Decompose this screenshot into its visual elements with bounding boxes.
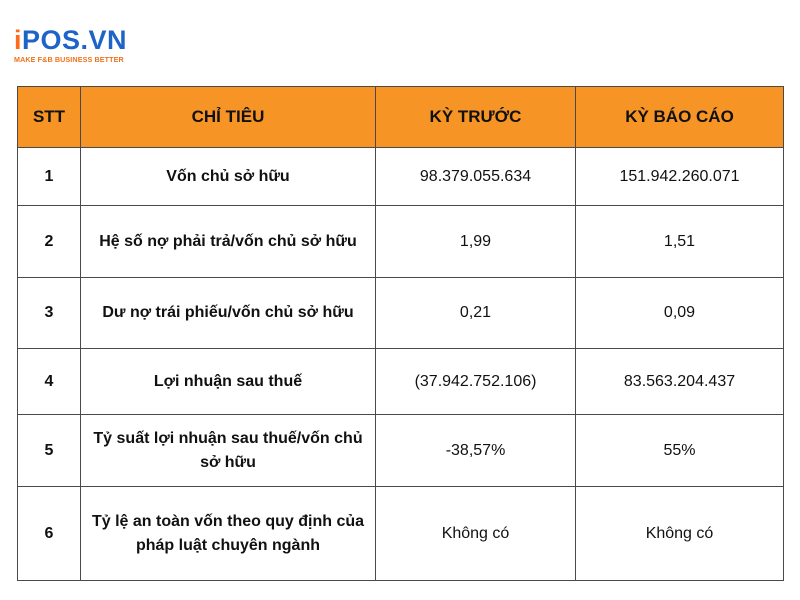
- row-indicator: Hệ số nợ phải trả/vốn chủ sở hữu: [81, 206, 376, 278]
- row-indicator: Vốn chủ sở hữu: [81, 148, 376, 206]
- ipos-logo: [14, 26, 127, 64]
- row-indicator: Tỷ suất lợi nhuận sau thuế/vốn chủ sở hữu: [81, 415, 376, 487]
- row-indicator: Tỷ lệ an toàn vốn theo quy định của pháp luật chuyên ngành: [81, 487, 376, 581]
- table-row: [18, 148, 784, 206]
- row-indicator: Lợi nhuận sau thuế: [81, 349, 376, 415]
- table-row: [18, 278, 784, 349]
- row-previous-value: (37.942.752.106): [376, 349, 576, 415]
- table-row: [18, 415, 784, 487]
- row-previous-value: 0,21: [376, 278, 576, 349]
- row-previous-value: 1,99: [376, 206, 576, 278]
- row-report-value: 1,51: [576, 206, 784, 278]
- row-report-value: 55%: [576, 415, 784, 487]
- header-previous-period: KỲ TRƯỚC: [376, 87, 576, 148]
- row-stt: 5: [18, 415, 81, 487]
- header-reporting-period: KỲ BÁO CÁO: [576, 87, 784, 148]
- logo-tagline: MAKE F&B BUSINESS BETTER: [14, 55, 124, 64]
- table-row: [18, 206, 784, 278]
- table-header-row: [18, 87, 784, 148]
- logo-wordmark: [14, 26, 127, 54]
- row-stt: 6: [18, 487, 81, 581]
- table-row: [18, 349, 784, 415]
- row-previous-value: -38,57%: [376, 415, 576, 487]
- row-indicator: Dư nợ trái phiếu/vốn chủ sở hữu: [81, 278, 376, 349]
- header-stt: STT: [18, 87, 81, 148]
- header-indicator: CHỈ TIÊU: [81, 87, 376, 148]
- financial-indicators-table: [17, 86, 784, 581]
- row-stt: 2: [18, 206, 81, 278]
- row-report-value: Không có: [576, 487, 784, 581]
- row-stt: 1: [18, 148, 81, 206]
- table-row: [18, 487, 784, 581]
- row-report-value: 0,09: [576, 278, 784, 349]
- row-report-value: 83.563.204.437: [576, 349, 784, 415]
- row-report-value: 151.942.260.071: [576, 148, 784, 206]
- row-stt: 3: [18, 278, 81, 349]
- logo-letter-i: i: [14, 25, 23, 55]
- row-previous-value: 98.379.055.634: [376, 148, 576, 206]
- logo-brand-text: POS.VN: [22, 25, 128, 55]
- row-previous-value: Không có: [376, 487, 576, 581]
- row-stt: 4: [18, 349, 81, 415]
